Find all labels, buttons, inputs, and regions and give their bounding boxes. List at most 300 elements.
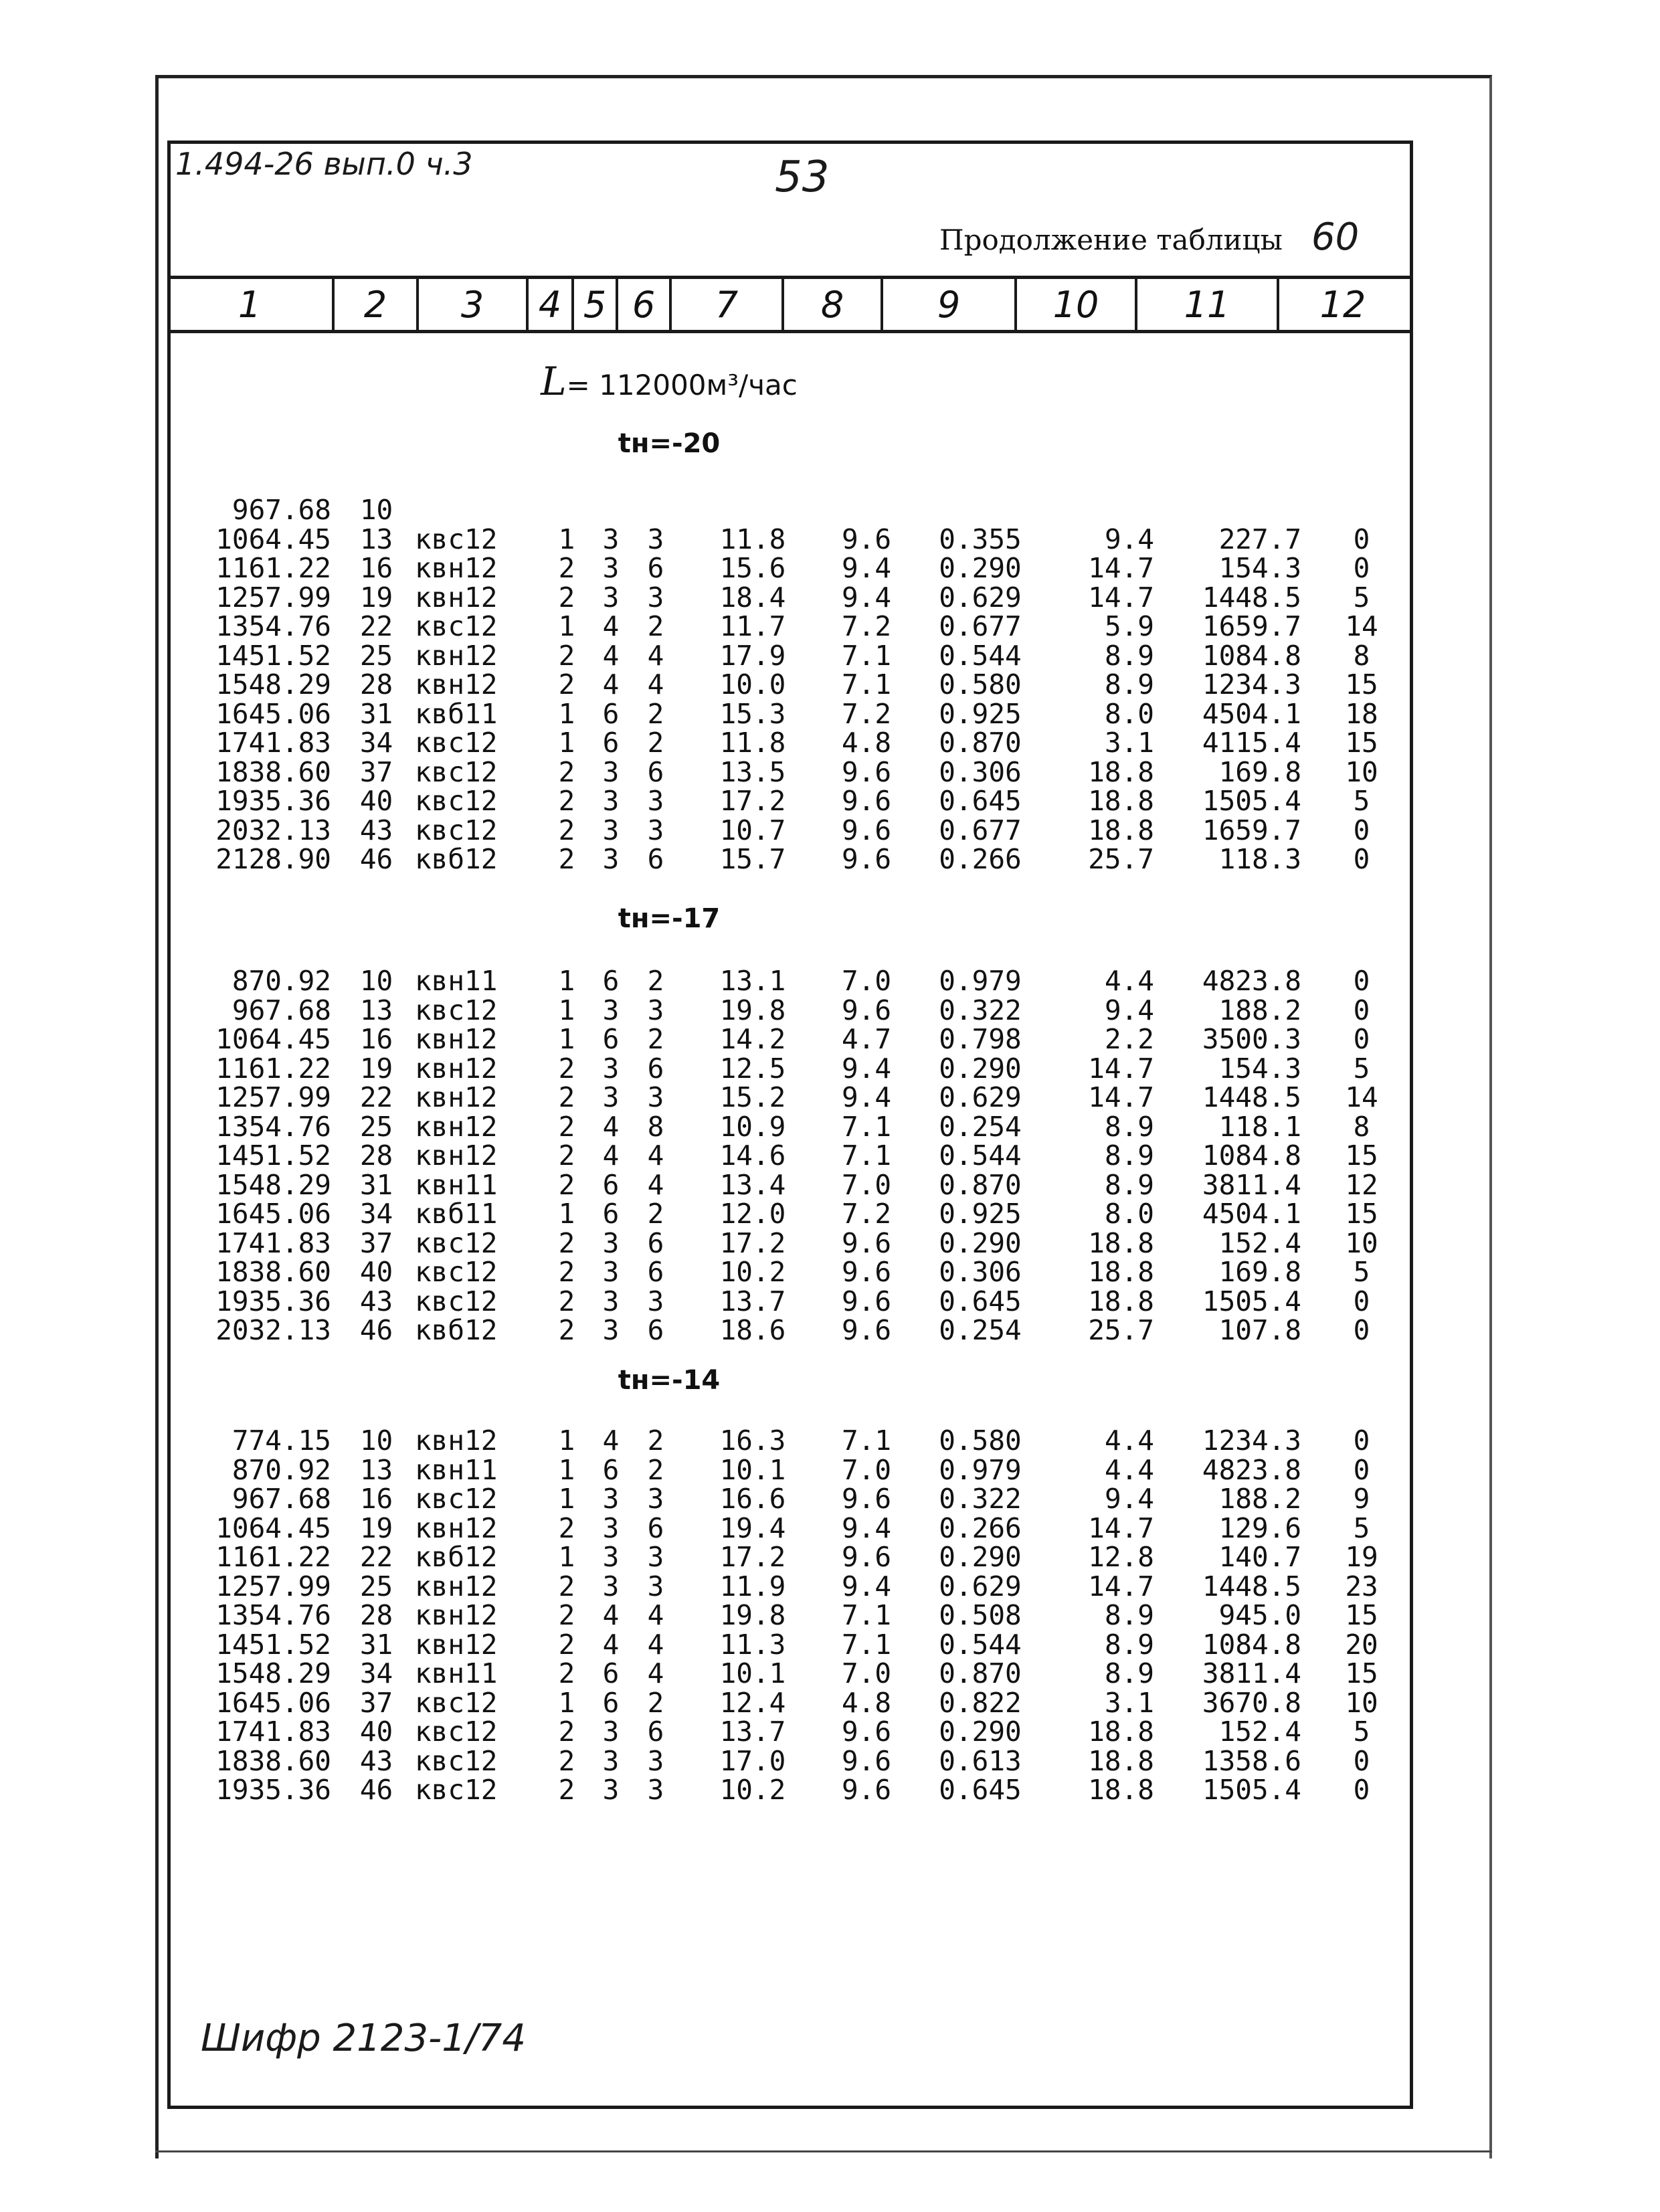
table-cell: 967.68 (232, 1483, 331, 1515)
section-title: tн=-17 (618, 903, 721, 934)
table-cell: 8 (1353, 639, 1370, 672)
table-cell: 13.5 (719, 755, 786, 788)
table-cell: 169.8 (1218, 1256, 1301, 1288)
table-cell: 2032.13 (215, 814, 331, 846)
table-cell: 9.6 (841, 1483, 892, 1515)
table-cell: 4 (647, 668, 664, 701)
table-cell: 28 (359, 1139, 393, 1172)
table-cell: 188.2 (1218, 994, 1301, 1026)
column-header: 11 (1137, 279, 1279, 330)
table-cell: 2 (558, 755, 575, 788)
table-cell: 2 (558, 814, 575, 846)
table-cell: 0.979 (939, 965, 1022, 997)
table-cell: 4.7 (841, 1023, 892, 1055)
table-cell: 1 (558, 1424, 575, 1457)
table-cell: 0.870 (939, 1657, 1022, 1689)
table-cell: 1257.99 (215, 1570, 331, 1602)
table-cell: 25 (359, 1570, 393, 1602)
table-cell: 3 (602, 1081, 620, 1113)
table-cell: 0 (1353, 965, 1370, 997)
table-cell: 2032.13 (215, 1314, 331, 1346)
table-cell: 0 (1353, 1023, 1370, 1055)
table-cell: 0 (1353, 994, 1370, 1026)
table-cell: 2 (558, 1285, 575, 1317)
table-cell: 28 (359, 1599, 393, 1631)
table-cell: 15.3 (719, 697, 786, 730)
table-cell: 14 (1345, 610, 1378, 642)
table-cell: 4 (647, 639, 664, 672)
table-cell: 1548.29 (215, 1657, 331, 1689)
table-cell: 25.7 (1088, 843, 1154, 875)
table-cell: 7.1 (841, 1599, 892, 1631)
table-cell: 10.2 (719, 1256, 786, 1288)
table-cell: 17.2 (719, 1541, 786, 1573)
table-cell: 0.613 (939, 1744, 1022, 1777)
table-cell: 9.6 (841, 755, 892, 788)
table-cell: квн11 (415, 1657, 498, 1689)
table-cell: 14.7 (1088, 1511, 1154, 1544)
table-cell: 3 (647, 581, 664, 614)
table-cell: 18 (1345, 697, 1378, 730)
table-cell: 9.4 (841, 1570, 892, 1602)
table-cell: 7.1 (841, 1110, 892, 1143)
table-cell: 3 (602, 1774, 620, 1806)
table-cell: 2 (558, 552, 575, 584)
table-cell: 12.5 (719, 1052, 786, 1085)
table-cell: 14.7 (1088, 581, 1154, 614)
table-cell: 1161.22 (215, 552, 331, 584)
table-cell: квн12 (415, 1511, 498, 1544)
table-cell: 1064.45 (215, 1511, 331, 1544)
table-cell: 15 (1345, 1139, 1378, 1172)
table-cell: 3 (647, 1744, 664, 1777)
table-cell: 9.6 (841, 843, 892, 875)
table-cell: 1161.22 (215, 1541, 331, 1573)
table-cell: 15 (1345, 668, 1378, 701)
table-cell: 2 (558, 581, 575, 614)
table-cell: 10 (359, 494, 393, 526)
air-flow-label (0, 359, 1338, 404)
table-cell: 15.6 (719, 552, 786, 584)
table-cell: 4.4 (1104, 1424, 1154, 1457)
table-cell: 4 (602, 1424, 620, 1457)
table-cell: квс12 (415, 727, 498, 759)
table-cell: 18.8 (1088, 1716, 1154, 1748)
table-cell: квс12 (415, 1716, 498, 1748)
table-cell: 12 (1345, 1168, 1378, 1201)
table-cell: 2 (647, 1424, 664, 1457)
table-cell: 16 (359, 1023, 393, 1055)
table-cell: 43 (359, 814, 393, 846)
table-cell: 7.2 (841, 1198, 892, 1230)
table-cell: 9.6 (841, 1541, 892, 1573)
table-cell: 0.979 (939, 1453, 1022, 1486)
table-cell: 3500.3 (1202, 1023, 1301, 1055)
table-cell: 1448.5 (1202, 581, 1301, 614)
table-cell: 34 (359, 1198, 393, 1230)
table-cell: 0.544 (939, 1139, 1022, 1172)
table-cell: 9.4 (841, 1052, 892, 1085)
table-cell: 19 (1345, 1541, 1378, 1573)
table-cell: 2 (558, 1744, 575, 1777)
table-cell: 9.4 (1104, 994, 1154, 1026)
table-cell: 0.290 (939, 552, 1022, 584)
table-cell: 3 (647, 785, 664, 817)
table-cell: 9.6 (841, 1285, 892, 1317)
table-cell: 945.0 (1218, 1599, 1301, 1631)
table-cell: 3 (602, 1541, 620, 1573)
table-cell: 14 (1345, 1081, 1378, 1113)
table-cell: 1838.60 (215, 1256, 331, 1288)
table-cell: 2 (558, 1081, 575, 1113)
table-cell: квн11 (415, 965, 498, 997)
table-cell: 6 (602, 965, 620, 997)
table-cell: 18.8 (1088, 814, 1154, 846)
table-cell: квн12 (415, 1628, 498, 1661)
table-cell: 3 (602, 1570, 620, 1602)
table-cell: 19 (359, 1511, 393, 1544)
table-cell: 1 (558, 1023, 575, 1055)
table-cell: 3 (602, 1052, 620, 1085)
table-cell: 7.2 (841, 610, 892, 642)
table-cell: квн12 (415, 1570, 498, 1602)
table-cell: 28 (359, 668, 393, 701)
table-cell: 3 (647, 994, 664, 1026)
table-cell: 16.3 (719, 1424, 786, 1457)
table-cell: 4 (602, 1110, 620, 1143)
table-cell: 17.2 (719, 785, 786, 817)
table-cell: 6 (602, 1453, 620, 1486)
table-cell: 0.629 (939, 581, 1022, 614)
table-cell: 152.4 (1218, 1226, 1301, 1259)
table-cell: 4.4 (1104, 1453, 1154, 1486)
table-number: 60 (1311, 215, 1360, 259)
table-cell: 0.544 (939, 639, 1022, 672)
table-cell: квс12 (415, 814, 498, 846)
table-cell: 14.7 (1088, 1052, 1154, 1085)
column-header: 1 (167, 279, 335, 330)
table-cell: 8.0 (1104, 697, 1154, 730)
table-cell: 4504.1 (1202, 697, 1301, 730)
table-cell: 18.8 (1088, 1256, 1154, 1288)
table-cell: 8.9 (1104, 1110, 1154, 1143)
table-cell: 154.3 (1218, 552, 1301, 584)
table-cell: квн12 (415, 1599, 498, 1631)
table-cell: 1354.76 (215, 1599, 331, 1631)
table-cell: 2 (558, 1570, 575, 1602)
table-cell: 15.7 (719, 843, 786, 875)
table-cell: 129.6 (1218, 1511, 1301, 1544)
table-cell: 10.7 (719, 814, 786, 846)
table-cell: 19.4 (719, 1511, 786, 1544)
table-cell: 1645.06 (215, 1198, 331, 1230)
table-cell: 17.0 (719, 1744, 786, 1777)
table-cell: 17.2 (719, 1226, 786, 1259)
table-cell: 4115.4 (1202, 727, 1301, 759)
table-cell: квс12 (415, 994, 498, 1026)
table-cell: 2 (558, 1226, 575, 1259)
table-cell: 22 (359, 610, 393, 642)
table-cell: 2 (558, 1110, 575, 1143)
table-cell: 1084.8 (1202, 639, 1301, 672)
table-cell: 0.322 (939, 994, 1022, 1026)
table-cell: 8 (1353, 1110, 1370, 1143)
table-cell: 1084.8 (1202, 1139, 1301, 1172)
column-header: 6 (618, 279, 672, 330)
table-cell: квб12 (415, 1314, 498, 1346)
table-cell: 0 (1353, 552, 1370, 584)
table-cell: 3 (602, 523, 620, 555)
table-cell: 14.7 (1088, 1570, 1154, 1602)
table-cell: 25 (359, 639, 393, 672)
table-cell: 15.2 (719, 1081, 786, 1113)
column-header: 12 (1319, 283, 1366, 326)
table-cell: 1084.8 (1202, 1628, 1301, 1661)
table-cell: 8.9 (1104, 1657, 1154, 1689)
table-cell: 1505.4 (1202, 785, 1301, 817)
table-cell: 8.9 (1104, 1599, 1154, 1631)
table-cell: 3 (602, 1285, 620, 1317)
table-cell: 7.1 (841, 1628, 892, 1661)
table-cell: квб12 (415, 843, 498, 875)
table-cell: 14.6 (719, 1139, 786, 1172)
table-cell: 870.92 (232, 965, 331, 997)
table-cell: 2 (558, 1168, 575, 1201)
table-cell: 0.925 (939, 1198, 1022, 1230)
table-cell: 3 (647, 1285, 664, 1317)
table-cell: 0 (1353, 1314, 1370, 1346)
table-cell: 25.7 (1088, 1314, 1154, 1346)
footer-signature: Шифр 2123-1/74 (201, 2017, 526, 2060)
table-cell: 13 (359, 994, 393, 1026)
table-cell: квн12 (415, 668, 498, 701)
table-cell: 4 (602, 1599, 620, 1631)
table-cell: 5 (1353, 1716, 1370, 1748)
table-cell: квн12 (415, 581, 498, 614)
table-cell: 6 (602, 1168, 620, 1201)
table-cell: 0.290 (939, 1541, 1022, 1573)
table-cell: 2 (558, 843, 575, 875)
table-cell: 1741.83 (215, 1226, 331, 1259)
table-cell: 2 (558, 1052, 575, 1085)
table-cell: 18.8 (1088, 785, 1154, 817)
table-cell: 1741.83 (215, 727, 331, 759)
table-cell: 3 (602, 814, 620, 846)
table-cell: 1234.3 (1202, 668, 1301, 701)
table-cell: 1741.83 (215, 1716, 331, 1748)
table-cell: 3 (602, 552, 620, 584)
table-cell: 1354.76 (215, 610, 331, 642)
table-cell: 0.544 (939, 1628, 1022, 1661)
table-cell: 9.4 (841, 581, 892, 614)
table-cell: 2 (647, 697, 664, 730)
table-cell: 6 (602, 697, 620, 730)
table-cell: 107.8 (1218, 1314, 1301, 1346)
section-title: tн=-14 (618, 1365, 721, 1396)
table-cell: 2 (647, 1686, 664, 1719)
table-cell: квн12 (415, 1424, 498, 1457)
table-cell: квс12 (415, 1256, 498, 1288)
table-cell: квс12 (415, 1483, 498, 1515)
table-cell: 0.925 (939, 697, 1022, 730)
column-header: 7 (672, 279, 784, 330)
table-cell: 0.580 (939, 668, 1022, 701)
document-code: 1.494-26 вып.0 ч.3 (175, 146, 473, 182)
table-cell: 10.0 (719, 668, 786, 701)
table-cell: 9.6 (841, 814, 892, 846)
table-cell: 1505.4 (1202, 1774, 1301, 1806)
table-cell: 16 (359, 1483, 393, 1515)
table-cell: 46 (359, 1314, 393, 1346)
table-cell: 6 (602, 1023, 620, 1055)
table-cell: 3 (602, 581, 620, 614)
table-cell: квс12 (415, 755, 498, 788)
table-cell: 2 (558, 1628, 575, 1661)
table-cell: 11.3 (719, 1628, 786, 1661)
table-cell: 8 (647, 1110, 664, 1143)
table-cell: 12.4 (719, 1686, 786, 1719)
table-cell: квн12 (415, 1081, 498, 1113)
table-cell: 774.15 (232, 1424, 331, 1457)
table-cell: 37 (359, 1686, 393, 1719)
table-cell: 4 (647, 1168, 664, 1201)
table-cell: 6 (602, 1657, 620, 1689)
table-cell: 8.9 (1104, 1168, 1154, 1201)
table-cell: 13.7 (719, 1285, 786, 1317)
table-cell: 0 (1353, 1285, 1370, 1317)
table-cell: 6 (647, 1716, 664, 1748)
table-cell: 2 (647, 610, 664, 642)
table-cell: 18.8 (1088, 1744, 1154, 1777)
table-cell: 1161.22 (215, 1052, 331, 1085)
table-cell: 0.645 (939, 1774, 1022, 1806)
table-cell: 10 (359, 1424, 393, 1457)
table-cell: квс12 (415, 785, 498, 817)
table-cell: 46 (359, 843, 393, 875)
table-cell: 37 (359, 1226, 393, 1259)
table-cell: 3.1 (1104, 1686, 1154, 1719)
table-cell: 9.6 (841, 785, 892, 817)
table-cell: 0.798 (939, 1023, 1022, 1055)
table-cell: 1838.60 (215, 755, 331, 788)
table-cell: 6 (647, 1511, 664, 1544)
table-cell: 2 (647, 727, 664, 759)
column-header: 4 (529, 279, 574, 330)
column-header: 3 (419, 279, 529, 330)
table-cell: 7.0 (841, 965, 892, 997)
table-cell: 18.4 (719, 581, 786, 614)
table-cell: 0.254 (939, 1314, 1022, 1346)
table-cell: 2 (558, 668, 575, 701)
table-cell: 9.4 (841, 1511, 892, 1544)
table-cell: 11.9 (719, 1570, 786, 1602)
table-cell: 10 (1345, 1686, 1378, 1719)
table-cell: 6 (647, 1256, 664, 1288)
table-cell: 31 (359, 1628, 393, 1661)
table-cell: 4 (602, 1628, 620, 1661)
table-cell: 5 (1353, 1052, 1370, 1085)
table-cell: 15 (1345, 1657, 1378, 1689)
table-cell: 15 (1345, 1599, 1378, 1631)
table-cell: 10.1 (719, 1657, 786, 1689)
table-cell: 0.266 (939, 843, 1022, 875)
table-cell: 5.9 (1104, 610, 1154, 642)
table-cell: 1 (558, 523, 575, 555)
table-cell: 2.2 (1104, 1023, 1154, 1055)
table-cell: 1548.29 (215, 668, 331, 701)
table-cell: 0.254 (939, 1110, 1022, 1143)
table-cell: квн11 (415, 1168, 498, 1201)
table-cell: 140.7 (1218, 1541, 1301, 1573)
table-cell: 3 (602, 1716, 620, 1748)
table-cell: 169.8 (1218, 755, 1301, 788)
table-cell: 1 (558, 610, 575, 642)
table-cell: 40 (359, 785, 393, 817)
table-cell: 2 (558, 1774, 575, 1806)
table-cell: 4 (647, 1139, 664, 1172)
table-cell: квс12 (415, 1285, 498, 1317)
table-cell: 14.7 (1088, 1081, 1154, 1113)
table-cell: 19 (359, 1052, 393, 1085)
table-cell: 1548.29 (215, 1168, 331, 1201)
table-cell: 43 (359, 1744, 393, 1777)
table-cell: 0.266 (939, 1511, 1022, 1544)
table-cell: 19 (359, 581, 393, 614)
table-cell: 3811.4 (1202, 1657, 1301, 1689)
table-cell: 12.0 (719, 1198, 786, 1230)
table-cell: 34 (359, 727, 393, 759)
table-cell: 1659.7 (1202, 814, 1301, 846)
table-cell: квб11 (415, 1198, 498, 1230)
table-cell: 2128.90 (215, 843, 331, 875)
table-cell: 3 (602, 755, 620, 788)
table-cell: 1451.52 (215, 1628, 331, 1661)
table-cell: 8.9 (1104, 668, 1154, 701)
table-cell: 3 (647, 1541, 664, 1573)
table-cell: квн12 (415, 1110, 498, 1143)
table-cell: 0.629 (939, 1570, 1022, 1602)
table-cell: 14.7 (1088, 552, 1154, 584)
table-cell: 1 (558, 1686, 575, 1719)
table-cell: 6 (647, 755, 664, 788)
table-cell: 10.1 (719, 1453, 786, 1486)
table-cell: 0 (1353, 1774, 1370, 1806)
table-cell: 870.92 (232, 1453, 331, 1486)
table-cell: 4504.1 (1202, 1198, 1301, 1230)
table-cell: 9.4 (1104, 523, 1154, 555)
table-cell: 4 (602, 639, 620, 672)
table-cell: 1 (558, 1541, 575, 1573)
table-cell: 18.8 (1088, 755, 1154, 788)
table-cell: 3670.8 (1202, 1686, 1301, 1719)
table-cell: 3 (602, 994, 620, 1026)
table-cell: квн12 (415, 1052, 498, 1085)
table-cell: 4823.8 (1202, 1453, 1301, 1486)
table-cell: 1354.76 (215, 1110, 331, 1143)
table-cell: 1451.52 (215, 639, 331, 672)
table-cell: 9.6 (841, 1226, 892, 1259)
table-cell: 13 (359, 523, 393, 555)
table-cell: 1935.36 (215, 1774, 331, 1806)
table-cell: 6 (647, 1052, 664, 1085)
table-cell: 3 (602, 785, 620, 817)
table-cell: 4 (647, 1599, 664, 1631)
table-cell: квб12 (415, 1541, 498, 1573)
table-cell: 1505.4 (1202, 1285, 1301, 1317)
table-cell: 16 (359, 552, 393, 584)
table-cell: 1659.7 (1202, 610, 1301, 642)
table-cell: квс12 (415, 1226, 498, 1259)
